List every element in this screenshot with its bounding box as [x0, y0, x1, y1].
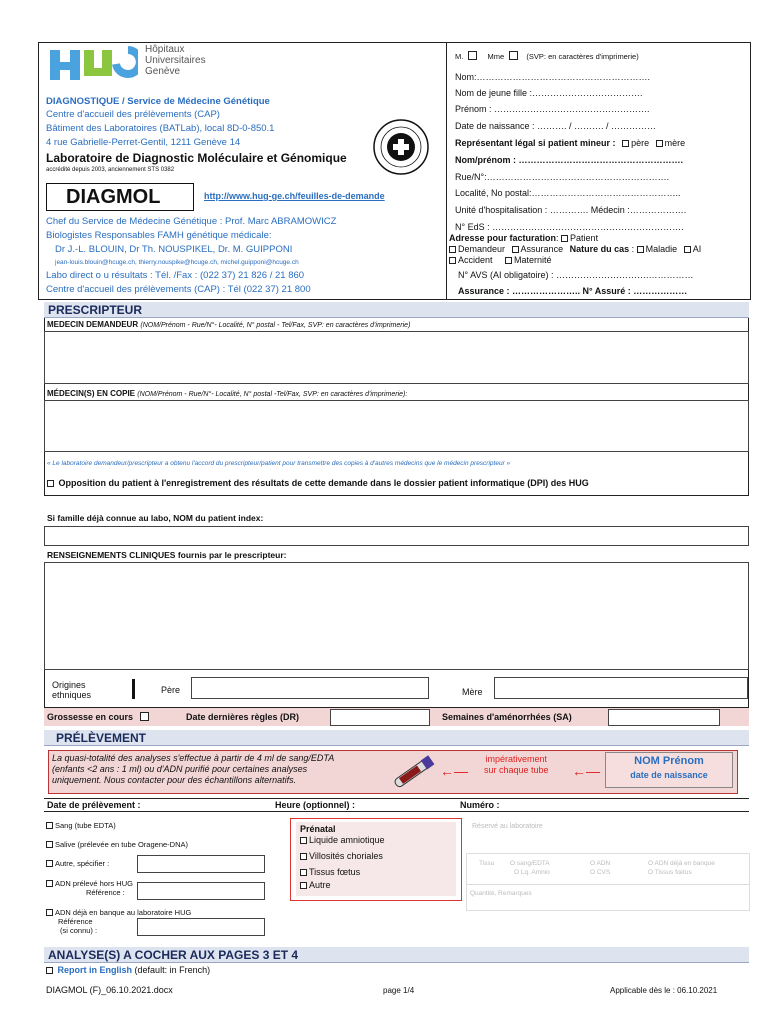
- origines-label2: ethniques: [52, 690, 92, 700]
- imperatif1: impérativement: [485, 754, 548, 764]
- autre-prenatal-checkbox[interactable]: [300, 882, 307, 889]
- medecin-copie-label: MÉDECIN(S) EN COPIE: [47, 389, 136, 398]
- chef-label: Chef du Service de Médecine Génétique : Prof. Marc ABRAMOWICZ: [46, 216, 337, 227]
- batiment-label: Bâtiment des Laboratoires (BATLab), local 8D-0-850.1: [46, 123, 275, 134]
- prenatal-title: Prénatal: [300, 824, 336, 834]
- autre-row: [46, 859, 109, 868]
- salive-checkbox[interactable]: [46, 841, 53, 848]
- adn-hors-ref-input[interactable]: [137, 882, 265, 900]
- analyses-section-header: [44, 947, 749, 963]
- liquide-row: [300, 835, 385, 845]
- pere-origine-label: Père: [161, 685, 181, 695]
- arrow-left-icon-2: ←—: [572, 763, 600, 779]
- arrow-left-icon: ←—: [440, 763, 468, 779]
- salive-label: Salive (prélevée en tube Oragene-DNA): [55, 840, 188, 849]
- sa-input[interactable]: [608, 709, 720, 726]
- reserve-label: Réservé au laboratoire: [472, 823, 543, 830]
- sang-label: Sang (tube EDTA): [55, 821, 116, 830]
- accredite-label: accrédité depuis 2003, anciennement STS 0382: [46, 167, 175, 173]
- prelevement-text2: (enfants <2 ans : 1 ml) ou d'ADN purifié pour certaines analyses: [52, 764, 308, 774]
- pere-origine-input[interactable]: [191, 677, 429, 699]
- logo-line2: Universitaires: [145, 55, 206, 66]
- renseignements-label: RENSEIGNEMENTS CLINIQUES fournis par le prescripteur:: [47, 550, 287, 560]
- cvs-small: O CVS: [590, 869, 611, 876]
- facturation-label: Adresse pour facturation: [449, 233, 557, 243]
- autre-input[interactable]: [137, 855, 265, 873]
- demandeur-checkbox[interactable]: [449, 246, 456, 253]
- patient-birthdate-field[interactable]: Date de naissance : ………. / ………. / ……………: [455, 121, 657, 131]
- sa-label: Semaines d'aménorrhées (SA): [442, 712, 572, 722]
- adn-hors-ref-label: Référence :: [86, 888, 125, 897]
- prelevement-section-header: [44, 730, 749, 746]
- adn-banque-label: ADN déjà en banque au laboratoire HUG: [55, 908, 192, 917]
- adn-hors-row: [46, 879, 133, 897]
- origines-label: [52, 680, 91, 700]
- tissus-foetus-small: O Tissus fœtus: [648, 869, 692, 876]
- medecin-demandeur-label: MEDECIN DEMANDEUR: [47, 320, 139, 329]
- medecin-copie-row: [47, 389, 407, 398]
- medecin-copie-hint: (NOM/Prénom - Rue/N°- Localité, N° postal -Tel/Fax, SVP: en caractères d'imprimerie):: [137, 391, 408, 398]
- maladie-label: Maladie: [645, 244, 678, 254]
- representant-label: Représentant légal si patient mineur :: [455, 138, 616, 148]
- grossesse-label: Grossesse en cours: [47, 712, 134, 722]
- liquide-label: Liquide amniotique: [309, 835, 385, 845]
- mere-label: mère: [664, 138, 686, 148]
- footer-page: page 1/4: [383, 986, 415, 995]
- prelevement-row-line: [44, 798, 749, 812]
- mere-checkbox[interactable]: [656, 140, 663, 147]
- mme-checkbox[interactable]: [509, 51, 518, 60]
- service-title: DIAGNOSTIQUE / Service de Médecine Génétique: [46, 96, 270, 107]
- civility-row: [455, 51, 639, 61]
- tissus-checkbox[interactable]: [300, 869, 307, 876]
- maternite-label: Maternité: [514, 255, 552, 265]
- ai-label: AI: [692, 244, 702, 254]
- opposition-row: [47, 478, 589, 488]
- patient-prenom-field[interactable]: Prénom : …………………………………………….: [455, 104, 650, 114]
- si-connu-label: (si connu) :: [60, 926, 98, 935]
- adn-banque-ref-label: Référence: [58, 917, 93, 926]
- accreditation-seal-icon: [372, 118, 430, 176]
- patient-localite-field[interactable]: Localité, No postal:…………………………………………..: [455, 188, 681, 198]
- pere-checkbox[interactable]: [622, 140, 629, 147]
- footer-applicable: Applicable dès le : 06.10.2021: [610, 986, 718, 995]
- pere-label: père: [631, 138, 650, 148]
- tissus-label: Tissus fœtus: [309, 867, 361, 877]
- opposition-label: Opposition du patient à l'enregistrement des résultats de cette demande dans le dossier patient informatique (DPI) des HUG: [58, 478, 589, 488]
- prelevement-text: [52, 753, 334, 786]
- maternite-checkbox[interactable]: [505, 257, 512, 264]
- grossesse-checkbox[interactable]: [140, 712, 149, 721]
- accident-row: [449, 255, 552, 265]
- assurance-field[interactable]: Assurance : ………………….. N° Assuré : ………………: [458, 286, 688, 296]
- logo-line1: Hôpitaux: [145, 44, 185, 55]
- autre-prenatal-row: [300, 880, 331, 890]
- labo-direct-label: Labo direct o u résultats : Tél. /Fax : (022 37) 21 826 / 21 860: [46, 270, 305, 281]
- address-label: 4 rue Gabrielle-Perret-Gentil, 1211 Genève 14: [46, 137, 241, 148]
- dr-label: Date dernières règles (DR): [186, 712, 300, 722]
- lab-title: Laboratoire de Diagnostic Moléculaire et Génomique: [46, 151, 347, 165]
- liquide-checkbox[interactable]: [300, 837, 307, 844]
- origines-marker: [132, 679, 135, 699]
- nature-row: Demandeur Assurance Nature du cas : Maladie AI: [449, 244, 701, 254]
- report-english-label: Report in English: [57, 965, 133, 975]
- medecin-demandeur-row: [47, 320, 410, 329]
- report-default-label: (default: in French): [134, 965, 211, 975]
- doctors-label: Dr J.-L. BLOUIN, Dr Th. NOUSPIKEL, Dr. M. GUIPPONI: [55, 244, 293, 255]
- hug-logo: [48, 46, 138, 86]
- reserve-table-divider: [466, 884, 750, 885]
- patient-nom-field[interactable]: Nom:………………………………………………….: [455, 72, 651, 82]
- patient-billing-checkbox[interactable]: [561, 235, 568, 242]
- svp-hint: (SVP: en caractères d'imprimerie): [526, 52, 639, 61]
- tissu-label: Tissu: [479, 860, 495, 867]
- logo-line3: Genève: [145, 66, 181, 77]
- hug-logo-icon: [48, 46, 138, 86]
- prescripteur-section-header: [44, 302, 749, 318]
- facturation-row: Adresse pour facturation: Patient: [449, 233, 599, 243]
- avs-field[interactable]: N° AVS (AI obligatoire) : ………………………….……………: [458, 270, 694, 280]
- footer-doc: DIAGMOL (F)_06.10.2021.docx: [46, 985, 173, 995]
- m-label: M.: [455, 52, 464, 61]
- header-divider: [446, 42, 447, 300]
- salive-row: [46, 840, 188, 849]
- accord-notice: « Le laboratoire demandeur/prescripteur a obtenu l'accord du prescripteur/patient pour transmettre des copies à d'autres médecins que le médecin prescripteur »: [47, 460, 511, 467]
- famille-label: Si famille déjà connue au labo, NOM du patient index:: [47, 513, 264, 523]
- analyses-title: ANALYSE(S) A COCHER AUX PAGES 3 ET 4: [48, 948, 299, 962]
- representant-row: [455, 138, 685, 148]
- famille-input[interactable]: [44, 526, 749, 546]
- lcr-small: O Lq. Amnio: [514, 869, 550, 876]
- sang-row: [46, 821, 116, 830]
- centre-tel-label: Centre d'accueil des prélèvements (CAP) : Tél (022 37) 21 800: [46, 284, 311, 295]
- patient-nom-jeune-field[interactable]: Nom de jeune fille :……………………………….: [455, 88, 643, 98]
- assurance-cb-label: Assurance: [520, 244, 564, 254]
- sang-checkbox[interactable]: [46, 822, 53, 829]
- prelevement-title: PRÉLÈVEMENT: [56, 731, 147, 745]
- opposition-checkbox[interactable]: [47, 480, 54, 487]
- representant-nom-field[interactable]: Nom/prénom : ……………………………………………….: [455, 155, 684, 165]
- demandeur-label: Demandeur: [458, 244, 506, 254]
- date-prelevement-field[interactable]: Date de prélèvement :: [47, 800, 141, 810]
- origines-label1: Origines: [52, 680, 86, 690]
- quantite-label: Quantité, Remarques: [470, 890, 532, 897]
- report-english-checkbox[interactable]: [46, 967, 53, 974]
- patient-billing-label: Patient: [570, 233, 599, 243]
- m-checkbox[interactable]: [468, 51, 477, 60]
- nature-label: Nature du cas: [569, 244, 630, 254]
- medecin-demandeur-hint: (NOM/Prénom - Rue/N°- Localité, N° postal - Tel/Fax, SVP: en caractères d'imprimerie): [140, 322, 411, 329]
- logo-text: [145, 44, 206, 77]
- adn-hors-checkbox[interactable]: [46, 880, 53, 887]
- medecin-copie-input[interactable]: [44, 400, 749, 452]
- nom-prenom-label: NOM Prénom: [634, 755, 704, 767]
- patient-rue-field[interactable]: Rue/N°:…………………………………………………….: [455, 172, 670, 182]
- autre-prenatal-label: Autre: [309, 880, 331, 890]
- adn-banque-checkbox[interactable]: [46, 909, 53, 916]
- imperatif-label: [484, 754, 549, 776]
- adn-hors-label: ADN prélevé hors HUG: [55, 879, 133, 888]
- emails-label: jean-louis.blouin@hcuge.ch, thierry.nouspike@hcuge.ch, michel.guipponi@hcuge.ch: [55, 259, 299, 266]
- adn-banque-small: O ADN déjà en banque: [648, 860, 715, 867]
- accident-checkbox[interactable]: [449, 257, 456, 264]
- medecin-demandeur-input[interactable]: [44, 331, 749, 384]
- assurance-checkbox[interactable]: [512, 246, 519, 253]
- adn-banque-ref-input[interactable]: [137, 918, 265, 936]
- centre-label: Centre d'accueil des prélèvements (CAP): [46, 109, 220, 120]
- eds-field[interactable]: N° EdS : ……………………………………………………….: [455, 222, 684, 232]
- biologistes-label: Biologistes Responsables FAMH génétique médicale:: [46, 230, 272, 241]
- maladie-checkbox[interactable]: [637, 246, 644, 253]
- adn-small: O ADN: [590, 860, 611, 867]
- renseignements-input[interactable]: [44, 562, 749, 670]
- date-naissance-label: date de naissance: [630, 770, 708, 780]
- ai-checkbox[interactable]: [684, 246, 691, 253]
- accident-label: Accident: [458, 255, 493, 265]
- unite-field[interactable]: Unité d'hospitalisation : …………. Médecin :……………….: [455, 205, 687, 215]
- dr-input[interactable]: [330, 709, 430, 726]
- mme-label: Mme: [487, 52, 505, 61]
- numero-field[interactable]: Numéro :: [460, 800, 500, 810]
- feuilles-link[interactable]: http://www.hug-ge.ch/feuilles-de-demande: [204, 191, 385, 201]
- heure-field[interactable]: Heure (optionnel) :: [275, 800, 355, 810]
- imperatif2: sur chaque tube: [484, 765, 549, 775]
- sang-edta-small: O sang/EDTA: [510, 860, 550, 867]
- mere-origine-input[interactable]: [494, 677, 748, 699]
- prelevement-text1: La quasi-totalité des analyses s'effectue à partir de 4 ml de sang/EDTA: [52, 753, 335, 763]
- tissus-row: [300, 867, 360, 877]
- diagmol-title: DIAGMOL: [66, 186, 161, 208]
- mere-origine-label: Mère: [462, 687, 483, 697]
- autre-checkbox[interactable]: [46, 860, 53, 867]
- autre-label: Autre, spécifier :: [55, 859, 110, 868]
- prescripteur-title: PRESCRIPTEUR: [48, 303, 143, 317]
- tube-icon: [388, 752, 438, 792]
- villosites-row: [300, 851, 383, 861]
- villosites-checkbox[interactable]: [300, 853, 307, 860]
- prelevement-text3: uniquement. Nous contacter pour des échantillons alternatifs.: [52, 775, 297, 785]
- villosites-label: Villosités choriales: [309, 851, 383, 861]
- report-english-row: [46, 965, 210, 975]
- grossesse-row: [47, 712, 151, 722]
